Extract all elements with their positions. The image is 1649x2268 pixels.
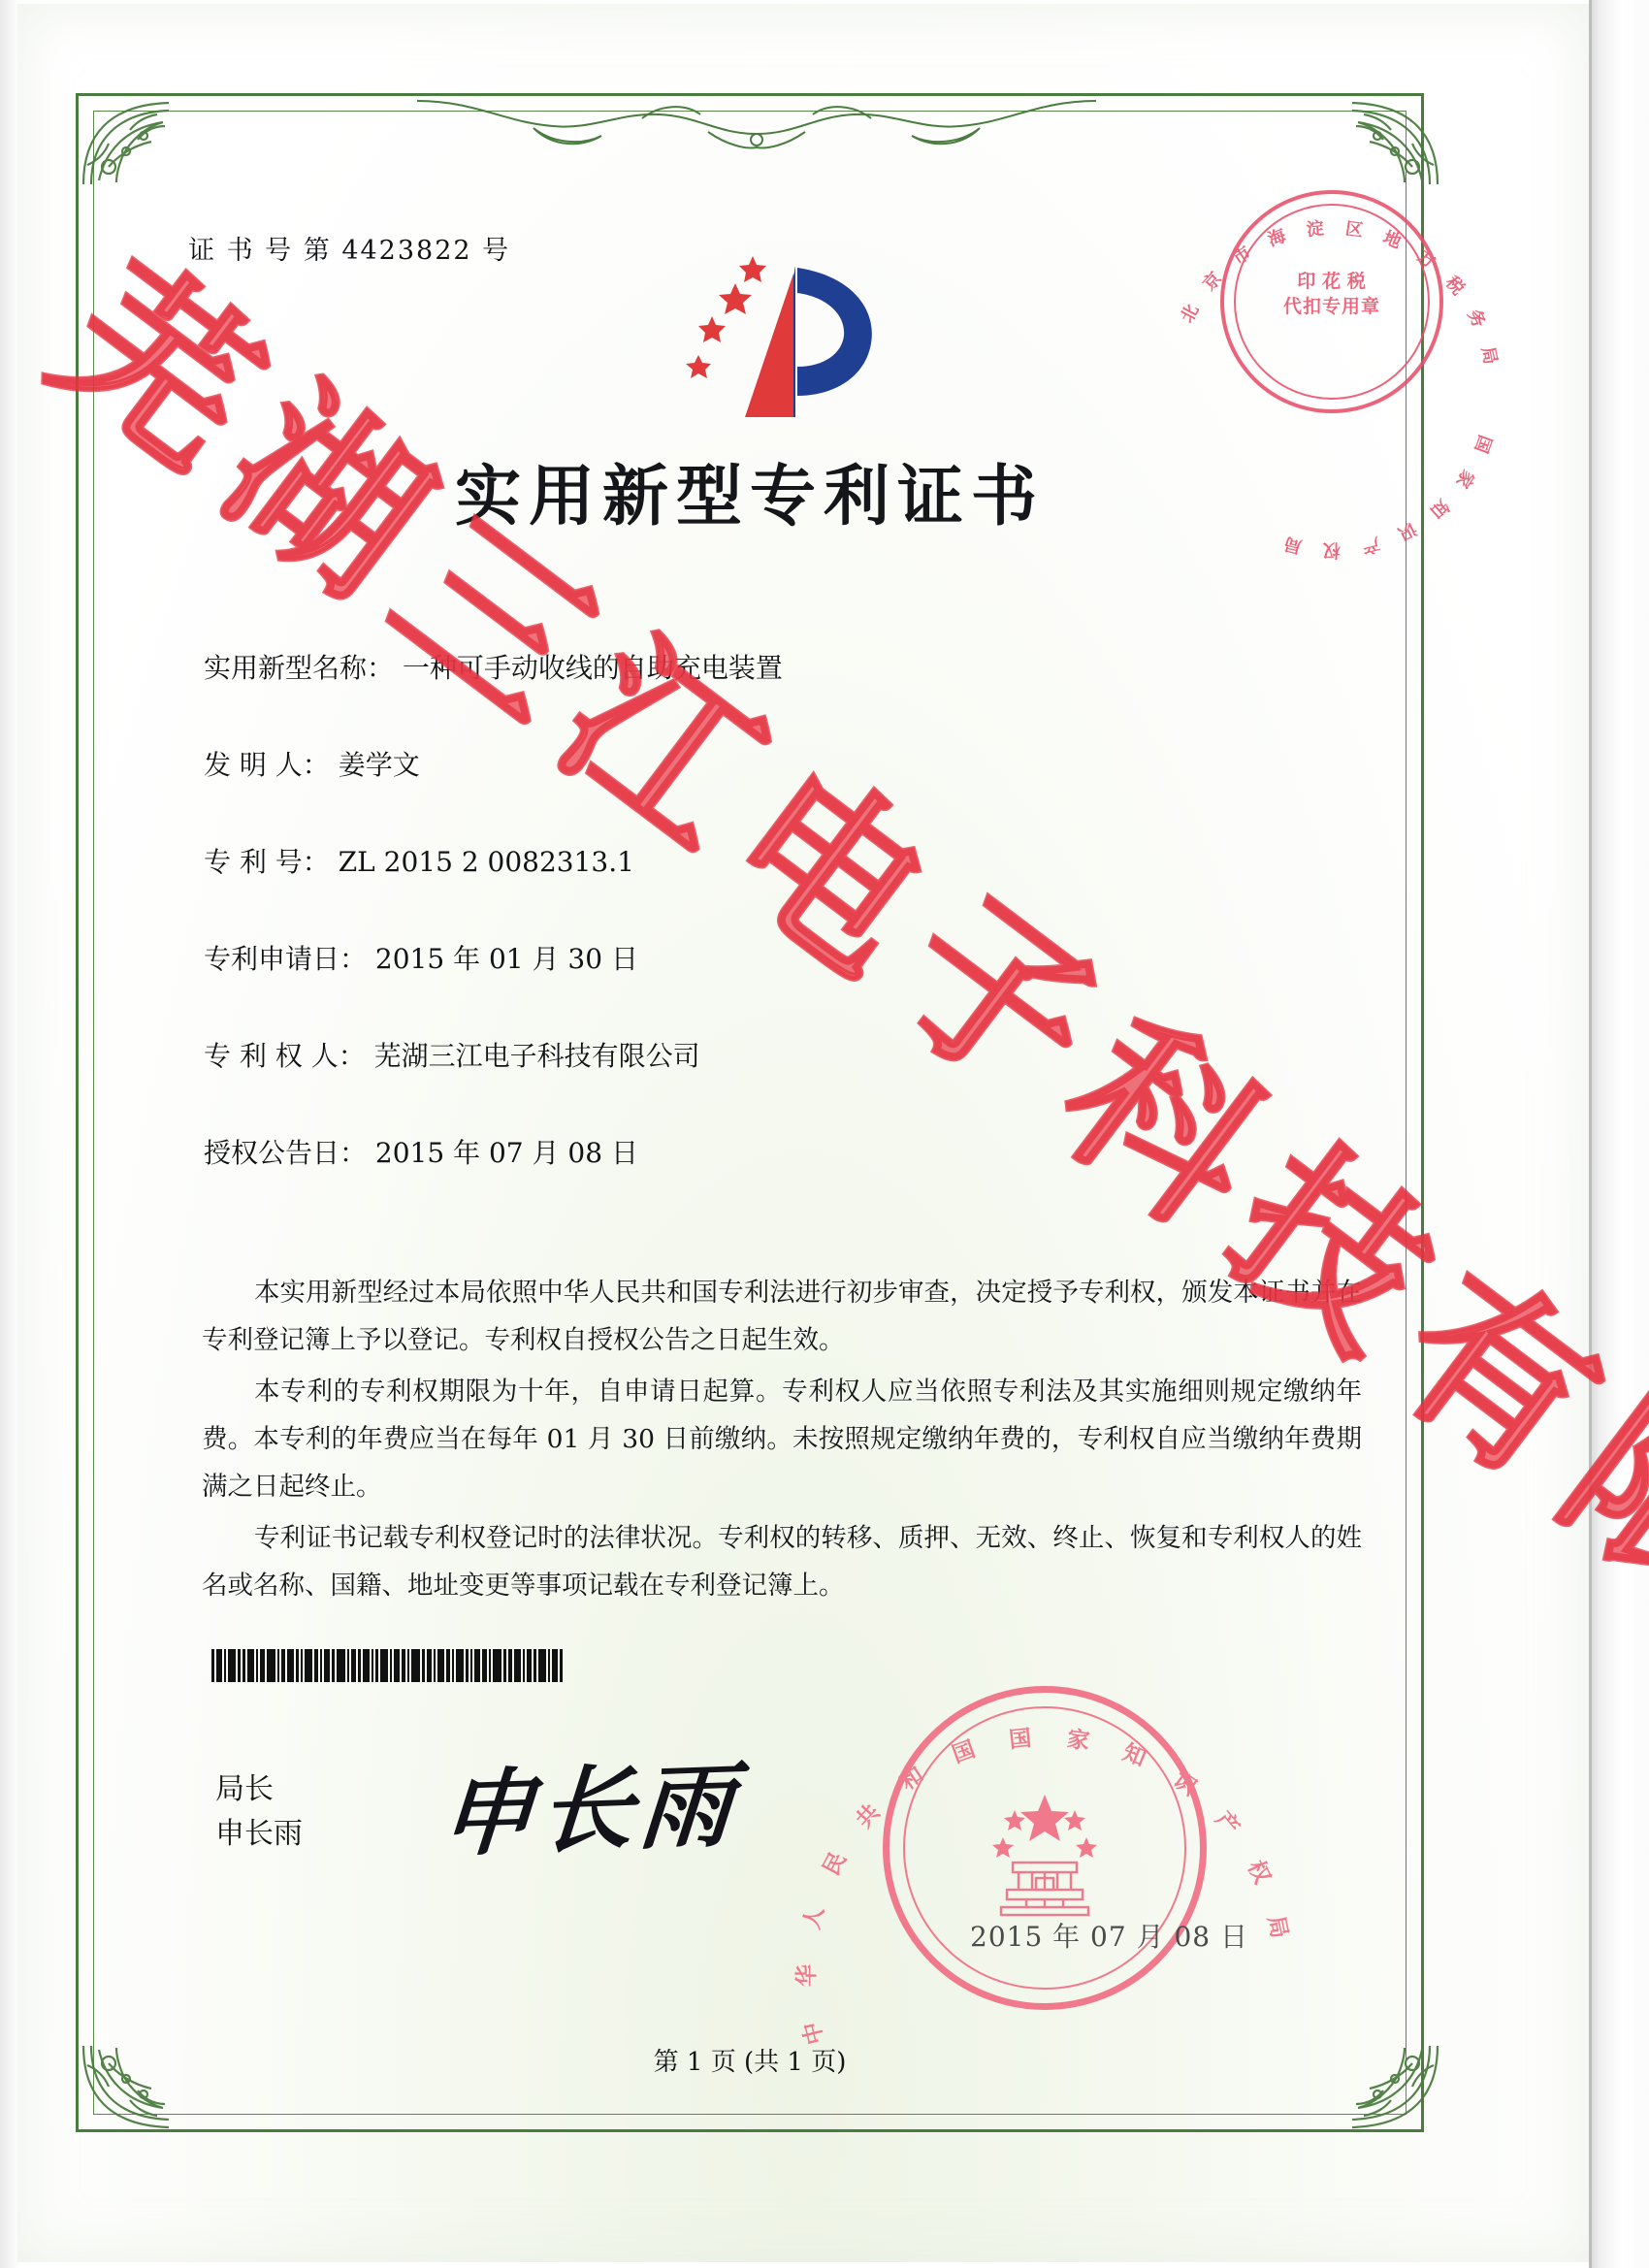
tax-seal-center-line-1: 印 花 税 (1297, 272, 1367, 292)
national-emblem-icon (972, 1781, 1117, 1927)
handwritten-signature: 申长雨 (436, 1749, 742, 1870)
field-row (204, 846, 1348, 879)
seal-date: 2015 年 07 月 08 日 (970, 1921, 1249, 1953)
field-label: 专 利 号： (204, 846, 330, 878)
page-title: 实用新型专利证书 (454, 458, 1045, 535)
field-list (204, 652, 1348, 1234)
certificate-number: 证 书 号 第 4423822 号 (188, 236, 511, 266)
field-row (204, 943, 1348, 976)
sipo-logo-icon (652, 250, 904, 435)
field-value: 2015 年 07 月 08 日 (374, 1137, 638, 1169)
field-value: 姜学文 (338, 749, 420, 781)
national-seal: 中 华 人 民 共 和 国 国 家 知 识 产 权 局 (883, 1686, 1207, 2010)
field-row (204, 1137, 1348, 1170)
signature-role: 局长 (215, 1772, 274, 1806)
tax-seal-arc-top: 北 京 市 海 淀 区 地 方 税 务 局 (1177, 218, 1502, 367)
page-footer: 第 1 页 (共 1 页) (653, 2048, 847, 2077)
field-label: 发 明 人： (204, 749, 330, 781)
field-value: 一种可手动收线的自助充电装置 (402, 652, 783, 684)
tax-stamp-seal (1177, 190, 1502, 560)
legal-body-text (202, 1269, 1362, 1613)
signature-block (215, 1767, 303, 1857)
corner-ornament-icon (1325, 97, 1441, 189)
tax-seal-center-line-2: 代扣专用章 (1282, 297, 1380, 317)
field-label: 专 利 权 人： (204, 1040, 366, 1072)
field-row (204, 652, 1348, 685)
scan-right-margin (1589, 0, 1649, 2268)
field-label: 授权公告日： (204, 1137, 368, 1169)
field-row (204, 1040, 1348, 1073)
field-row (204, 749, 1348, 782)
field-label: 专利申请日： (204, 943, 368, 975)
field-label: 实用新型名称： (204, 652, 395, 684)
barcode (211, 1649, 609, 1682)
body-paragraph-1: 本实用新型经过本局依照中华人民共和国专利法进行初步审查，决定授予专利权，颁发本证书并在专利登记簿上予以登记。专利权自授权公告之日起生效。 (202, 1278, 1362, 1355)
field-value: 芜湖三江电子科技有限公司 (373, 1040, 700, 1072)
field-value: ZL 2015 2 0082313.1 (338, 846, 634, 878)
top-flourish-icon (417, 93, 1096, 161)
tax-seal-arc-bottom: 国 家 知 识 产 权 局 (1281, 432, 1496, 560)
body-paragraph-3: 专利证书记载专利权登记时的法律状况。专利权的转移、质押、无效、终止、恢复和专利权人的姓名或名称、国籍、地址变更等事项记载在专利登记簿上。 (202, 1523, 1362, 1601)
body-paragraph-2: 本专利的专利权期限为十年，自申请日起算。专利权人应当依照专利法及其实施细则规定缴纳年费。本专利的年费应当在每年 01 月 30 日前缴纳。未按照规定缴纳年费的，专利权自应当缴纳年费期满之日起终止。 (202, 1377, 1362, 1502)
corner-ornament-icon (80, 97, 196, 189)
signature-name: 申长雨 (215, 1817, 303, 1851)
field-value: 2015 年 01 月 30 日 (374, 943, 638, 975)
scan-left-shadow (0, 0, 19, 2268)
